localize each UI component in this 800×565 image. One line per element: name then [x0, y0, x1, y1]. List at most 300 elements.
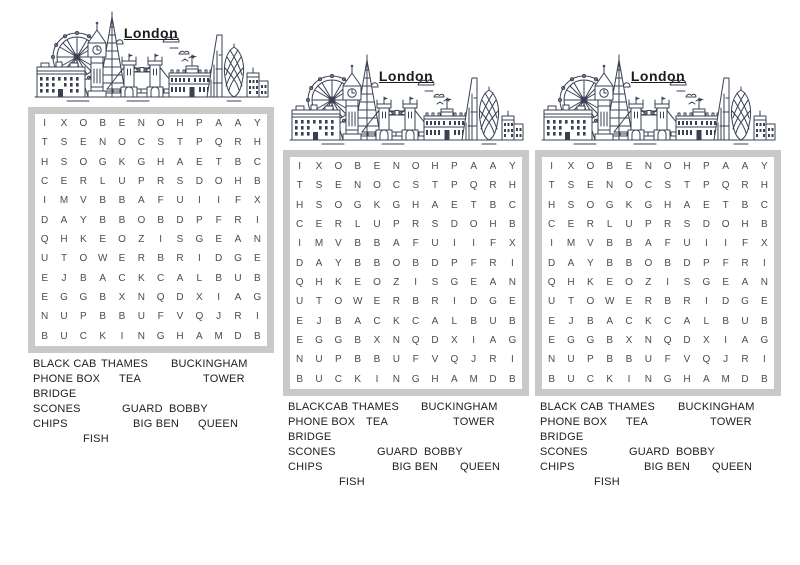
grid-letter: O	[625, 180, 633, 192]
grid-letter: B	[99, 195, 106, 207]
grid-letter: G	[60, 292, 68, 304]
grid-letter: C	[392, 180, 400, 192]
grid-letter: U	[741, 315, 749, 327]
puzzle-panel-1	[28, 11, 274, 456]
grid-letter: I	[704, 238, 708, 250]
grid-letter: D	[234, 330, 242, 342]
word-item: QUEEN	[460, 461, 501, 473]
grid-letter: S	[176, 234, 184, 246]
grid-letter: B	[99, 311, 106, 323]
grid-letter: N	[137, 292, 145, 304]
grid-letter: B	[354, 354, 361, 366]
grid-letter: O	[118, 234, 126, 246]
grid-letter: B	[373, 257, 381, 269]
grid-letter: V	[586, 238, 594, 250]
grid-letter: G	[195, 234, 204, 246]
grid-letter: G	[353, 199, 362, 211]
grid-letter: H	[431, 373, 439, 385]
grid-letter: B	[157, 214, 164, 226]
grid-letter: L	[354, 219, 361, 231]
grid-letter: G	[79, 292, 88, 304]
word-list-row	[288, 431, 528, 446]
puzzle-title: London	[378, 68, 434, 84]
grid-letter: O	[721, 219, 730, 231]
grid-letter: U	[296, 296, 304, 308]
grid-letter: I	[704, 296, 708, 308]
grid-letter: A	[137, 195, 145, 207]
grid-letter: E	[296, 315, 303, 327]
grid-letter: T	[296, 180, 303, 192]
word-list-row	[33, 373, 273, 388]
grid-letter: G	[644, 199, 653, 211]
grid-letter: B	[760, 315, 768, 327]
grid-letter: G	[253, 292, 262, 304]
grid-letter: Q	[156, 292, 165, 304]
grid-letter: X	[315, 161, 323, 173]
grid-letter: E	[195, 156, 203, 168]
grid-letter: L	[703, 315, 710, 327]
word-list-row	[540, 416, 780, 431]
grid-letter: B	[253, 176, 261, 188]
word-list-row	[33, 358, 273, 373]
grid-letter: A	[722, 161, 729, 173]
grid-letter: B	[118, 195, 126, 207]
grid-letter: O	[214, 176, 223, 188]
grid-letter: I	[217, 195, 221, 207]
grid-letter: B	[373, 238, 381, 250]
word-item: TOWER	[453, 416, 495, 428]
grid-letter: O	[79, 253, 88, 265]
grid-letter: U	[567, 373, 575, 385]
grid-letter: H	[760, 180, 768, 192]
grid-letter: A	[567, 257, 575, 269]
grid-letter: F	[215, 214, 222, 226]
grid-letter: R	[644, 296, 652, 308]
grid-letter: S	[431, 219, 439, 231]
grid-letter: B	[625, 354, 633, 366]
grid-letter: S	[683, 277, 691, 289]
grid-letter: D	[548, 257, 556, 269]
grid-letter: X	[760, 238, 768, 250]
word-list-row	[288, 476, 528, 491]
grid-letter: P	[702, 161, 710, 173]
grid-letter: C	[508, 199, 516, 211]
grid-letter: G	[315, 335, 323, 347]
grid-letter: H	[664, 199, 672, 211]
grid-letter: N	[392, 161, 400, 173]
grid-letter: G	[411, 373, 420, 385]
word-item: TEA	[626, 416, 648, 428]
grid-letter: G	[760, 335, 769, 347]
grid-letter: E	[296, 335, 303, 347]
grid-letter: R	[392, 296, 400, 308]
grid-letter: F	[470, 257, 477, 269]
grid-letter: B	[625, 257, 633, 269]
word-list	[288, 401, 528, 491]
grid-letter: O	[79, 156, 88, 168]
grid-letter: B	[412, 257, 419, 269]
grid-letter: Q	[195, 311, 204, 323]
grid-letter: E	[722, 277, 729, 289]
grid-letter: L	[606, 219, 613, 231]
grid-letter: B	[99, 118, 106, 130]
grid-letter: A	[234, 118, 242, 130]
grid-letter: E	[760, 296, 768, 308]
grid-letter: E	[118, 253, 126, 265]
grid-letter: A	[215, 118, 222, 130]
grid-letter: R	[683, 296, 691, 308]
grid-letter: L	[451, 315, 458, 327]
grid-letter: B	[215, 272, 222, 284]
grid-letter: E	[373, 296, 381, 308]
grid-letter: B	[373, 354, 381, 366]
grid-letter: S	[176, 176, 184, 188]
grid-letter: P	[195, 137, 203, 149]
grid-letter: N	[99, 137, 107, 149]
word-list-row	[540, 476, 780, 491]
grid-letter: C	[373, 315, 381, 327]
grid-letter: O	[373, 277, 381, 289]
grid-letter: J	[216, 311, 222, 323]
grid-letter: O	[334, 161, 343, 173]
word-list-row	[33, 388, 273, 403]
word-item: FISH	[83, 433, 109, 445]
grid-letter: U	[60, 330, 68, 342]
grid-letter: N	[508, 277, 516, 289]
grid-letter: R	[176, 253, 184, 265]
grid-letter: A	[741, 335, 749, 347]
grid-letter: O	[373, 180, 381, 192]
word-item: BRIDGE	[288, 431, 332, 443]
grid-letter: X	[702, 335, 710, 347]
grid-letter: B	[625, 238, 633, 250]
grid-letter: C	[137, 137, 145, 149]
grid-letter: H	[683, 373, 691, 385]
grid-letter: C	[644, 180, 652, 192]
grid-letter: G	[663, 373, 672, 385]
grid-letter: X	[195, 292, 203, 304]
grid-letter: I	[762, 257, 766, 269]
grid-letter: U	[625, 219, 633, 231]
grid-letter: N	[606, 180, 614, 192]
grid-letter: I	[666, 277, 670, 289]
grid-letter: U	[489, 315, 497, 327]
grid-letter: U	[41, 253, 49, 265]
grid-letter: H	[176, 330, 184, 342]
grid-letter: A	[741, 277, 749, 289]
wordsearch-grid	[28, 107, 274, 353]
grid-letter: O	[625, 277, 633, 289]
grid-letter: A	[60, 214, 68, 226]
grid-letter: A	[176, 156, 184, 168]
grid-letter: K	[644, 315, 652, 327]
grid-letter: T	[60, 253, 68, 265]
grid-letter: P	[79, 311, 87, 323]
grid-letter: K	[354, 373, 361, 385]
word-list-row	[288, 416, 528, 431]
grid-letter: Z	[138, 234, 145, 246]
grid-letter: H	[548, 199, 556, 211]
word-item: PHONE BOX	[540, 416, 608, 428]
grid-letter: U	[431, 238, 439, 250]
grid-letter: D	[450, 219, 458, 231]
grid-letter: C	[586, 373, 594, 385]
grid-letter: A	[450, 373, 458, 385]
grid-letter: E	[606, 277, 613, 289]
grid-letter: A	[176, 272, 184, 284]
grid-letter: E	[567, 219, 575, 231]
grid-letter: O	[644, 257, 653, 269]
grid-letter: H	[41, 156, 49, 168]
grid-letter: E	[315, 219, 323, 231]
grid-letter: Y	[334, 257, 342, 269]
grid-letter: B	[470, 315, 477, 327]
grid-letter: E	[548, 335, 555, 347]
word-item: PHONE BOX	[33, 373, 101, 385]
grid-letter: B	[664, 296, 671, 308]
grid-letter: D	[683, 257, 691, 269]
grid-letter: R	[664, 219, 672, 231]
grid-letter: B	[118, 214, 126, 226]
grid-letter: I	[217, 292, 221, 304]
grid-letter: F	[412, 238, 419, 250]
grid-letter: A	[644, 238, 652, 250]
grid-letter: F	[722, 257, 729, 269]
grid-letter: I	[197, 253, 201, 265]
grid-letter: B	[99, 214, 106, 226]
grid-letter: J	[568, 315, 574, 327]
grid-letter: T	[567, 296, 575, 308]
grid-letter: A	[702, 373, 710, 385]
grid-letter: I	[762, 354, 766, 366]
word-item: TEA	[119, 373, 141, 385]
grid-letter: P	[644, 219, 652, 231]
grid-letter: N	[644, 373, 652, 385]
word-list-row	[540, 431, 780, 446]
grid-letter: A	[683, 199, 691, 211]
grid-letter: S	[567, 199, 575, 211]
grid-letter: X	[625, 335, 633, 347]
grid-letter: G	[586, 335, 595, 347]
grid-letter: O	[586, 199, 595, 211]
grid-letter: B	[508, 373, 516, 385]
grid-letter: C	[157, 272, 165, 284]
grid-letter: F	[741, 238, 749, 250]
grid-letter: C	[79, 330, 87, 342]
grid-letter: R	[741, 180, 749, 192]
grid-letter: B	[508, 315, 516, 327]
grid-letter: L	[99, 176, 106, 188]
grid-letter: J	[471, 354, 477, 366]
grid-letter: K	[586, 277, 594, 289]
grid-letter: I	[414, 277, 418, 289]
grid-letter: C	[334, 373, 342, 385]
grid-letter: B	[548, 373, 555, 385]
word-item: BIG BEN	[644, 461, 691, 473]
grid-letter: B	[606, 161, 613, 173]
grid-letter: T	[683, 180, 691, 192]
grid-letter: X	[450, 335, 458, 347]
grid-letter: V	[683, 354, 691, 366]
grid-letter: S	[315, 199, 323, 211]
grid-letter: Q	[295, 277, 304, 289]
grid-letter: F	[664, 238, 671, 250]
grid-letter: E	[60, 176, 68, 188]
grid-letter: B	[760, 219, 768, 231]
grid-letter: G	[567, 335, 575, 347]
word-item: PHONE BOX	[288, 416, 356, 428]
word-item: QUEEN	[712, 461, 753, 473]
grid-letter: I	[510, 354, 514, 366]
grid-letter: O	[469, 219, 478, 231]
word-item: BUCKINGHAM	[421, 401, 498, 413]
grid-letter: S	[157, 137, 164, 149]
puzzle-title: London	[123, 25, 179, 41]
word-list-row	[288, 446, 528, 461]
grid-letter: X	[253, 195, 261, 207]
grid-letter: E	[470, 277, 477, 289]
grid-letter: B	[606, 238, 613, 250]
grid-letter: D	[683, 335, 691, 347]
grid-letter: H	[176, 118, 184, 130]
grid-letter: P	[450, 257, 458, 269]
grid-letter: R	[741, 257, 749, 269]
word-list-row	[33, 433, 273, 448]
grid-letter: A	[234, 234, 242, 246]
grid-letter: M	[469, 373, 478, 385]
grid-letter: J	[723, 354, 729, 366]
grid-letter: D	[489, 373, 497, 385]
grid-letter: H	[508, 180, 516, 192]
grid-letter: E	[253, 253, 261, 265]
grid-letter: V	[176, 311, 184, 323]
grid-letter: A	[392, 238, 400, 250]
word-item: BOBBY	[169, 403, 208, 415]
grid-letter: F	[489, 238, 497, 250]
grid-letter: U	[137, 311, 145, 323]
grid-letter: E	[450, 199, 458, 211]
grid-letter: E	[79, 137, 87, 149]
grid-letter: Y	[253, 118, 261, 130]
grid-letter: B	[354, 335, 361, 347]
grid-letter: D	[296, 257, 304, 269]
grid-letter: K	[79, 234, 87, 246]
grid-letter: I	[510, 257, 514, 269]
grid-letter: U	[644, 354, 652, 366]
grid-letter: H	[60, 234, 68, 246]
grid-letter: X	[567, 161, 575, 173]
grid-letter: P	[392, 219, 400, 231]
grid-letter: G	[334, 335, 343, 347]
grid-letter: B	[79, 272, 87, 284]
word-list	[33, 358, 273, 448]
grid-letter: E	[41, 292, 48, 304]
grid-letter: G	[605, 199, 614, 211]
grid-letter: O	[586, 296, 595, 308]
grid-letter: R	[489, 180, 497, 192]
grid-letter: B	[354, 257, 361, 269]
grid-letter: I	[255, 311, 259, 323]
word-item: THAMES	[101, 358, 149, 370]
grid-letter: C	[760, 199, 768, 211]
grid-letter: H	[567, 277, 575, 289]
word-item: BLACK CAB	[33, 358, 97, 370]
word-item: BUCKINGHAM	[171, 358, 248, 370]
grid-letter: P	[195, 214, 203, 226]
grid-letter: N	[392, 335, 400, 347]
grid-letter: Q	[702, 354, 711, 366]
grid-letter: R	[431, 296, 439, 308]
grid-letter: O	[79, 118, 88, 130]
grid-letter: E	[508, 296, 516, 308]
grid-letter: M	[314, 238, 324, 250]
grid-letter: A	[99, 272, 106, 284]
grid-letter: S	[567, 180, 575, 192]
grid-letter: T	[315, 296, 323, 308]
grid-letter: C	[625, 315, 633, 327]
grid-letter: P	[586, 354, 594, 366]
grid-letter: N	[137, 330, 145, 342]
grid-letter: U	[60, 311, 68, 323]
grid-letter: A	[489, 161, 497, 173]
grid-letter: U	[234, 272, 242, 284]
grid-letter: O	[118, 137, 126, 149]
wordsearch-grid	[283, 150, 529, 396]
grid-letter: G	[489, 296, 497, 308]
grid-letter: U	[315, 354, 323, 366]
grid-letter: I	[298, 161, 302, 173]
grid-letter: R	[234, 311, 242, 323]
grid-letter: S	[60, 156, 68, 168]
puzzle-panel-3	[535, 54, 781, 499]
grid-letter: G	[508, 335, 517, 347]
word-item: TOWER	[203, 373, 245, 385]
grid-letter: A	[470, 161, 477, 173]
grid-letter: C	[412, 315, 420, 327]
grid-letter: N	[296, 354, 304, 366]
grid-letter: A	[683, 315, 691, 327]
grid-letter: A	[489, 277, 497, 289]
grid-letter: B	[741, 199, 749, 211]
grid-letter: Y	[508, 161, 516, 173]
grid-letter: D	[431, 257, 439, 269]
word-item: FISH	[339, 476, 365, 488]
word-item: FISH	[594, 476, 620, 488]
grid-letter: Z	[393, 277, 400, 289]
grid-letter: B	[296, 373, 303, 385]
grid-letter: P	[450, 161, 458, 173]
word-list-row	[288, 461, 528, 476]
grid-letter: N	[253, 234, 261, 246]
grid-letter: B	[334, 315, 342, 327]
grid-letter: E	[586, 180, 594, 192]
grid-letter: B	[664, 257, 671, 269]
grid-letter: P	[450, 180, 458, 192]
grid-letter: U	[176, 195, 184, 207]
word-list-row	[33, 418, 273, 433]
grid-letter: G	[392, 199, 401, 211]
grid-letter: D	[41, 214, 49, 226]
grid-letter: N	[354, 180, 362, 192]
grid-letter: E	[548, 315, 555, 327]
grid-letter: I	[472, 238, 476, 250]
grid-letter: E	[118, 118, 126, 130]
grid-letter: E	[334, 180, 342, 192]
word-item: BOBBY	[424, 446, 463, 458]
grid-letter: H	[234, 176, 242, 188]
grid-letter: C	[548, 219, 556, 231]
grid-letter: B	[412, 296, 419, 308]
